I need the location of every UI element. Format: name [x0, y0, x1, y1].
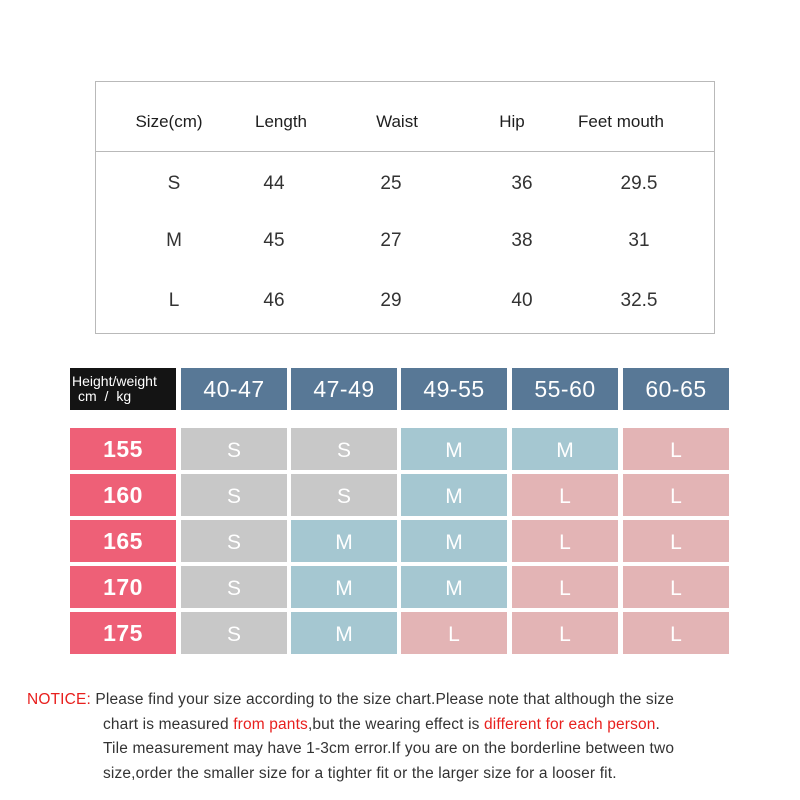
notice-text-part: ,but the wearing effect is [307, 715, 485, 733]
size-cell: L [623, 474, 729, 516]
notice-label: NOTICE: [27, 691, 91, 708]
size-cell: M [291, 520, 397, 562]
weight-header: 55-60 [512, 368, 618, 410]
row-length: 45 [263, 230, 285, 251]
size-cell: S [291, 474, 397, 516]
height-header: 165 [70, 520, 176, 562]
row-length: 44 [263, 173, 285, 194]
size-cell: L [512, 474, 618, 516]
weight-header: 47-49 [291, 368, 397, 410]
row-hip: 38 [511, 230, 533, 251]
size-cell: S [181, 566, 287, 608]
size-cell: M [401, 566, 507, 608]
row-feet-mouth: 29.5 [620, 173, 658, 194]
row-waist: 29 [380, 290, 402, 311]
row-waist: 25 [380, 173, 402, 194]
size-cell: L [512, 520, 618, 562]
size-cell: S [181, 428, 287, 470]
size-cell: L [512, 612, 618, 654]
size-cell: M [401, 474, 507, 516]
notice-line-1-text: Please find your size according to the size chart.Please note that although the size [95, 691, 675, 708]
size-cell: L [512, 566, 618, 608]
header-length: Length [255, 112, 307, 131]
row-size: L [168, 290, 180, 311]
measurement-table [95, 81, 715, 334]
header-hip: Hip [499, 112, 525, 131]
height-header: 160 [70, 474, 176, 516]
notice-line [27, 688, 767, 713]
notice-highlight: different for each person [484, 715, 656, 733]
row-length: 46 [263, 290, 285, 311]
size-cell: M [291, 612, 397, 654]
corner-line-1: Height/weight [72, 373, 157, 389]
notice-text-part: . [655, 715, 660, 733]
size-cell: S [181, 612, 287, 654]
weight-header: 60-65 [623, 368, 729, 410]
height-header: 175 [70, 612, 176, 654]
header-size: Size(cm) [135, 112, 203, 131]
size-cell: M [291, 566, 397, 608]
row-waist: 27 [380, 230, 402, 251]
height-header: 155 [70, 428, 176, 470]
size-cell: M [401, 520, 507, 562]
row-feet-mouth: 31 [628, 230, 650, 251]
size-cell: L [623, 566, 729, 608]
notice-line [27, 713, 767, 738]
row-hip: 40 [511, 290, 533, 311]
size-cell: S [181, 474, 287, 516]
weight-header: 40-47 [181, 368, 287, 410]
measurement-table-header [96, 82, 714, 152]
notice-line: Tile measurement may have 1-3cm error.If you are on the borderline between two [103, 740, 675, 757]
height-header: 170 [70, 566, 176, 608]
size-cell: S [291, 428, 397, 470]
row-size: S [167, 173, 181, 194]
size-cell: L [623, 428, 729, 470]
size-cell: L [623, 520, 729, 562]
size-cell: M [401, 428, 507, 470]
weight-header: 49-55 [401, 368, 507, 410]
size-cell: M [512, 428, 618, 470]
size-cell: S [181, 520, 287, 562]
header-waist: Waist [376, 112, 418, 131]
row-feet-mouth: 32.5 [620, 290, 658, 311]
notice-text-part: chart is measured [103, 715, 234, 733]
row-size: M [166, 230, 182, 251]
notice-highlight: from pants [233, 715, 308, 733]
notice-text [27, 688, 767, 786]
size-cell: L [623, 612, 729, 654]
height-weight-corner [70, 368, 176, 410]
size-cell: L [401, 612, 507, 654]
corner-line-2: cm / kg [78, 388, 132, 404]
header-feet-mouth: Feet mouth [578, 112, 664, 131]
row-hip: 36 [511, 173, 533, 194]
notice-line: size,order the smaller size for a tighter fit or the larger size for a looser fit. [103, 764, 617, 782]
